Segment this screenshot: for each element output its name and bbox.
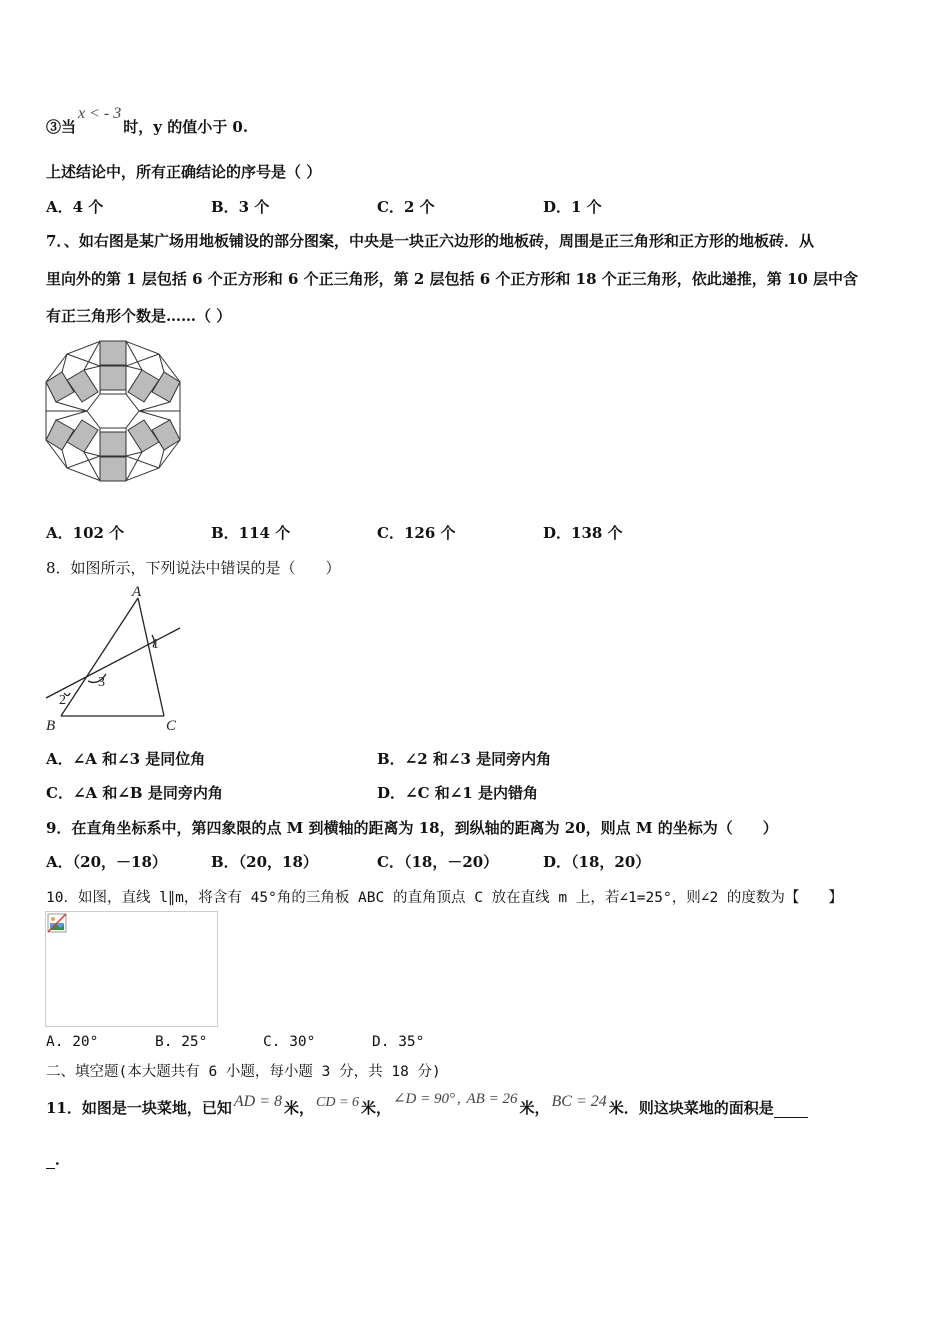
q9-option-b[interactable]: B．（20，18） xyxy=(211,853,318,871)
q7-option-a[interactable]: A．102 个 xyxy=(46,524,125,542)
q11-unit-2: 米 xyxy=(360,1099,376,1117)
q11-suffix: ．则这块菜地的面积是 xyxy=(623,1099,774,1117)
q8-option-a[interactable]: A．∠A 和∠3 是同位角 xyxy=(46,750,206,768)
q11-tail: ． xyxy=(55,1150,71,1168)
broken-image-icon xyxy=(47,913,67,933)
q11-unit-1: 米 xyxy=(284,1099,300,1117)
q6-ask: 上述结论中，所有正确结论的序号是（ ） xyxy=(46,163,322,181)
q11-answer-blank[interactable] xyxy=(774,1099,808,1118)
q6-option-a[interactable]: A．4 个 xyxy=(46,198,104,216)
q10-stem: 10．如图，直线 l∥m，将含有 45°角的三角板 ABC 的直角顶点 C 放在直线 m 上，若∠1=25°，则∠2 的度数为【 】 xyxy=(46,890,843,906)
q9-stem: 9．在直角坐标系中，第四象限的点 M 到横轴的距离为 18，到纵轴的距离为 20，则点 M 的坐标为（ ） xyxy=(46,819,778,837)
q11-prefix: 11．如图是一块菜地，已知 xyxy=(46,1099,232,1117)
q7-option-b[interactable]: B．114 个 xyxy=(211,524,291,542)
q11-cd-math: CD = 6 xyxy=(316,1095,359,1110)
q11-comma-1: ， xyxy=(299,1099,315,1117)
q8-option-d[interactable]: D．∠C 和∠1 是内错角 xyxy=(377,784,538,802)
q8-option-b[interactable]: B．∠2 和∠3 是同旁内角 xyxy=(377,750,552,768)
q8-label-c: C xyxy=(166,718,177,734)
section2-title: 二、填空题(本大题共有 6 小题，每小题 3 分，共 18 分) xyxy=(46,1064,441,1080)
q8-label-2: 2 xyxy=(59,693,66,708)
q8-stem: 8．如图所示，下列说法中错误的是（ ） xyxy=(46,559,341,577)
q8-triangle-figure xyxy=(40,582,190,737)
q9-option-c[interactable]: C．（18，－20） xyxy=(377,853,499,871)
q11-comma-3: ， xyxy=(534,1099,550,1117)
q9-option-d[interactable]: D．（18，20） xyxy=(543,853,651,871)
q11-comma-2: ， xyxy=(375,1099,391,1117)
q10-option-a[interactable]: A. 20° xyxy=(46,1034,99,1050)
q11-angle-d-math: ∠D = 90° xyxy=(392,1091,456,1107)
q8-option-c[interactable]: C．∠A 和∠B 是同旁内角 xyxy=(46,784,223,802)
q11-ab-math: AB = 26 xyxy=(466,1091,518,1107)
q9-option-a[interactable]: A．（20，－18） xyxy=(46,853,167,871)
q6-option-c[interactable]: C．2 个 xyxy=(377,198,435,216)
q11-unit-4: 米 xyxy=(608,1099,624,1117)
q6-statement-3 xyxy=(46,105,249,137)
q7-tile-pattern-figure xyxy=(44,340,184,482)
q11-bc-math: BC = 24 xyxy=(551,1093,607,1110)
q10-option-d[interactable]: D. 35° xyxy=(372,1034,425,1050)
q6-option-d[interactable]: D．1 个 xyxy=(543,198,602,216)
q8-label-3: 3 xyxy=(98,675,105,690)
q6-option-b[interactable]: B．3 个 xyxy=(211,198,270,216)
q6-stmt3-math: x < - 3 xyxy=(78,105,122,122)
q7-option-c[interactable]: C．126 个 xyxy=(377,524,456,542)
q10-option-b[interactable]: B. 25° xyxy=(155,1034,208,1050)
q7-option-d[interactable]: D．138 个 xyxy=(543,524,623,542)
q11-continuation xyxy=(46,1148,70,1169)
q6-stmt3-suffix: 时，y 的值小于 0. xyxy=(123,118,249,136)
q11-unit-3: 米 xyxy=(519,1099,535,1117)
q7-stem-line3: 有正三角形个数是……（ ） xyxy=(46,307,232,325)
q11-answer-blank-cont[interactable] xyxy=(46,1150,55,1169)
q10-broken-image xyxy=(45,911,218,1027)
q11-ad-math: AD = 8 xyxy=(233,1093,283,1110)
q7-stem-line2: 里向外的第 1 层包括 6 个正方形和 6 个正三角形，第 2 层包括 6 个正方形和 18 个正三角形，依此递推，第 10 层中含 xyxy=(46,270,859,288)
q6-stmt3-prefix: ③当 xyxy=(46,118,77,136)
q11-stem: 11．如图是一块菜地，已知 AD = 8 米， CD = 6 米， ∠D = 90° , AB = 26 米， BC = 24 米．则这块菜地的面积是 xyxy=(46,1097,808,1118)
q8-label-1: 1 xyxy=(152,637,159,652)
q10-option-c[interactable]: C. 30° xyxy=(263,1034,316,1050)
q7-stem-line1: 7．、如右图是某广场用地板铺设的部分图案，中央是一块正六边形的地板砖，周围是正三角形和正方形的地板砖．从 xyxy=(46,232,814,250)
q8-label-a: A xyxy=(132,584,142,600)
q8-label-b: B xyxy=(46,718,56,734)
